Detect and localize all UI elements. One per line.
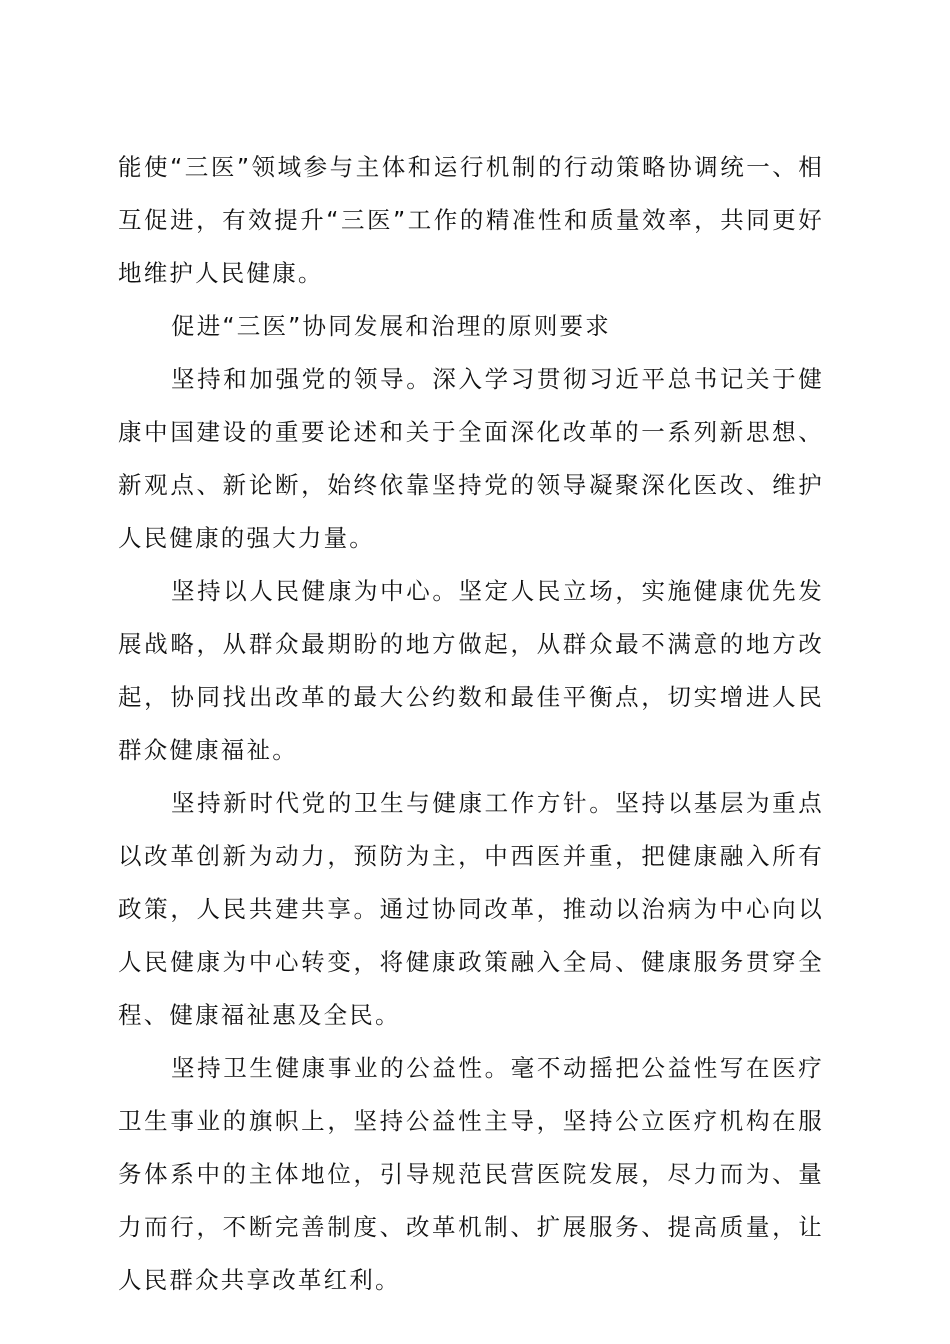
paragraph-health-work-policy: 坚持新时代党的卫生与健康工作方针。坚持以基层为重点以改革创新为动力，预防为主，中西医并重，把健康融入所有政策，人民共建共享。通过协同改革，推动以治病为中心向以人民健康为中心转变，将健康政策融入全局、健康服务贯穿全程、健康福祉惠及全民。 xyxy=(118,789,824,1029)
paragraph-continuation: 能使“三医”领域参与主体和运行机制的行动策略协调统一、相互促进，有效提升“三医”工作的精准性和质量效率，共同更好地维护人民健康。 xyxy=(118,153,824,287)
paragraph-people-health-centered: 坚持以人民健康为中心。坚定人民立场，实施健康优先发展战略，从群众最期盼的地方做起，从群众最不满意的地方改起，协同找出改革的最大公约数和最佳平衡点，切实增进人民群众健康福祉。 xyxy=(118,577,824,764)
section-heading: 促进“三医”协同发展和治理的原则要求 xyxy=(171,312,611,340)
document-body xyxy=(118,141,824,1307)
paragraph-party-leadership: 坚持和加强党的领导。深入学习贯彻习近平总书记关于健康中国建设的重要论述和关于全面深化改革的一系列新思想、新观点、新论断，始终依靠坚持党的领导凝聚深化医改、维护人民健康的强大力量。 xyxy=(118,365,824,552)
paragraph-public-welfare: 坚持卫生健康事业的公益性。毫不动摇把公益性写在医疗卫生事业的旗帜上，坚持公益性主导，坚持公立医疗机构在服务体系中的主体地位，引导规范民营医院发展，尽力而为、量力而行，不断完善制度、改革机制、扩展服务、提高质量，让人民群众共享改革红利。 xyxy=(118,1054,824,1294)
